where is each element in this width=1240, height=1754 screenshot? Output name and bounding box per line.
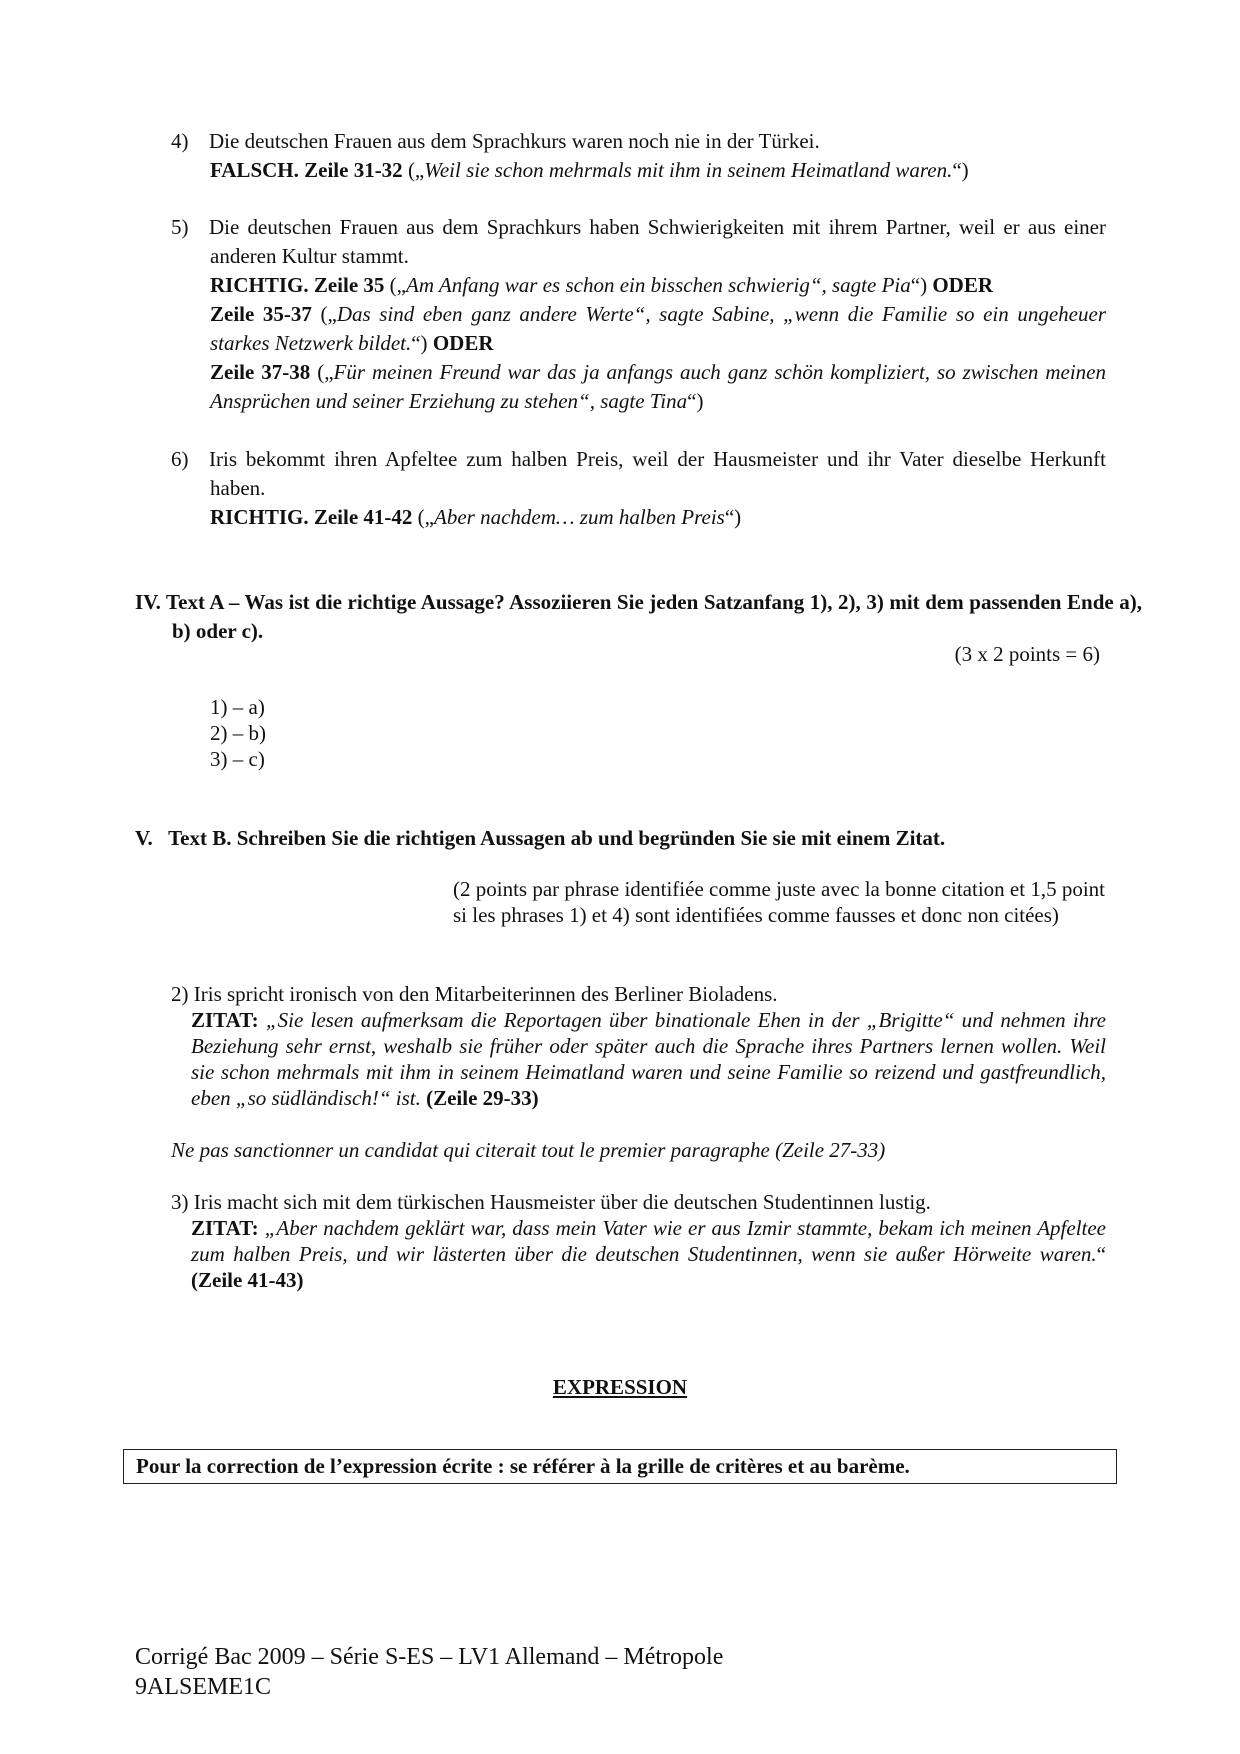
item-answer: RICHTIG. Zeile 41-42 („Aber nachdem… zum halben Preis“) xyxy=(210,505,742,529)
line-ref: (Zeile 29-33) xyxy=(420,1086,539,1110)
quote: „Sie lesen aufmerksam die Reportagen über binationale Ehen in der „Brigitte“ und nehmen ihre Beziehung sehr ernst, weshalb sie früher oder später auch die Sprache ihres Partners lernen wollen. Weil sie schon mehrmals mit ihm in seinem Heimatland waren und seine Familie so reizend und gastfreundlich, eben „so südländisch!“ ist. xyxy=(191,1008,1106,1110)
item-number: 4) xyxy=(171,129,189,153)
section-v-item-3 xyxy=(171,1189,1106,1293)
item-5 xyxy=(171,213,1106,416)
answer-item: 1) – a) xyxy=(210,695,265,719)
item-4 xyxy=(171,127,1106,185)
item-statement: 2) Iris spricht ironisch von den Mitarbeiterinnen des Berliner Bioladens. xyxy=(171,982,778,1006)
item-number: 6) xyxy=(171,447,189,471)
verdict: RICHTIG. Zeile 35 xyxy=(210,273,385,297)
item-statement: Iris bekommt ihren Apfeltee zum halben Preis, weil der Hausmeister und ihr Vater dieselbe Herkunft haben. xyxy=(209,447,1106,500)
item-quote xyxy=(171,1007,1106,1111)
expression-heading: EXPRESSION xyxy=(552,1375,688,1399)
verdict: RICHTIG. Zeile 41-42 xyxy=(210,505,413,529)
item-statement: Die deutschen Frauen aus dem Sprachkurs waren noch nie in der Türkei. xyxy=(209,129,820,153)
footer xyxy=(135,1642,1035,1702)
line-ref: (Zeile 41-43) xyxy=(191,1268,304,1292)
section-v-title: V. Text B. Schreiben Sie die richtigen Aussagen ab und begründen Sie sie mit einem Zitat. xyxy=(135,826,946,850)
line-ref: Zeile 37-38 xyxy=(210,360,311,384)
section-iv-points: (3 x 2 points = 6) xyxy=(954,642,1100,666)
section-v-points-note: (2 points par phrase identifiée comme juste avec la bonne citation et 1,5 point si les phrases 1) et 4) sont identifiées comme fausses et donc non citées) xyxy=(453,877,1105,927)
item-answer: FALSCH. Zeile 31-32 („Weil sie schon mehrmals mit ihm in seinem Heimatland waren.“) xyxy=(210,158,969,182)
verdict: FALSCH. Zeile 31-32 xyxy=(210,158,403,182)
footer-line-1: Corrigé Bac 2009 – Série S-ES – LV1 Allemand – Métropole xyxy=(135,1644,724,1670)
section-v-item-2 xyxy=(171,981,1106,1111)
expression-box: Pour la correction de l’expression écrite : se référer à la grille de critères et au barème. xyxy=(123,1449,1117,1484)
section-v-note: Ne pas sanctionner un candidat qui citerait tout le premier paragraphe (Zeile 27-33) xyxy=(171,1138,886,1162)
quote: Am Anfang war es schon ein bisschen schwierig“, sagte Pia xyxy=(406,273,911,297)
zitat-label: ZITAT: xyxy=(191,1216,259,1240)
footer-line-2: 9ALSEME1C xyxy=(135,1674,272,1700)
item-answer: RICHTIG. Zeile 35 („Am Anfang war es schon ein bisschen schwierig“, sagte Pia“) ODER Zeile 35-37 („Das sind eben ganz andere Werte“, sagte Sabine, „wenn die Familie so ein ungeheuer starkes Netzwerk bildet.“) ODER Zeile 37-38 („Für meinen Freund war das ja anfangs auch ganz schön kompliziert, so zwischen meinen Ansprüchen und seiner Erziehung zu stehen“, sagte Tina“) xyxy=(210,273,1107,413)
answer-item: 3) – c) xyxy=(210,747,265,771)
item-6 xyxy=(171,445,1106,532)
oder: ODER xyxy=(432,331,494,355)
section-iv-answers xyxy=(210,694,410,772)
oder: ODER xyxy=(932,273,994,297)
item-statement: 3) Iris macht sich mit dem türkischen Hausmeister über die deutschen Studentinnen lustig. xyxy=(171,1190,931,1214)
answer-item: 2) – b) xyxy=(210,721,266,745)
section-iv-title: IV. Text A – Was ist die richtige Aussage? Assoziieren Sie jeden Satzanfang 1), 2), 3) mit dem passenden Ende a), b) oder c). xyxy=(135,590,1142,643)
item-quote: ZITAT: „Aber nachdem geklärt war, dass mein Vater wie er aus Izmir stammte, bekam ich meinen Apfeltee zum halben Preis, und wir lästerten über die deutschen Studentinnen, wenn sie außer Hörweite waren.“ (Zeile 41-43) xyxy=(191,1216,1106,1292)
quote: „Aber nachdem geklärt war, dass mein Vater wie er aus Izmir stammte, bekam ich meinen Apfeltee zum halben Preis, und wir lästerten über die deutschen Studentinnen, wenn sie außer Hörweite waren. xyxy=(191,1216,1106,1266)
quote: Für meinen Freund war das ja anfangs auch ganz schön kompliziert, so zwischen meinen Ansprüchen und seiner Erziehung zu stehen“, sagte Tina xyxy=(210,360,1107,413)
line-ref: Zeile 35-37 xyxy=(210,302,312,326)
item-number: 5) xyxy=(171,215,189,239)
quote: Weil sie schon mehrmals mit ihm in seinem Heimatland waren. xyxy=(424,158,953,182)
item-statement: Die deutschen Frauen aus dem Sprachkurs haben Schwierigkeiten mit ihrem Partner, weil er aus einer anderen Kultur stammt. xyxy=(209,215,1106,268)
quote: Das sind eben ganz andere Werte“, sagte Sabine, „wenn die Familie so ein ungeheuer starkes Netzwerk bildet. xyxy=(210,302,1106,355)
quote: Aber nachdem… zum halben Preis xyxy=(434,505,725,529)
zitat-label: ZITAT: xyxy=(191,1008,259,1032)
